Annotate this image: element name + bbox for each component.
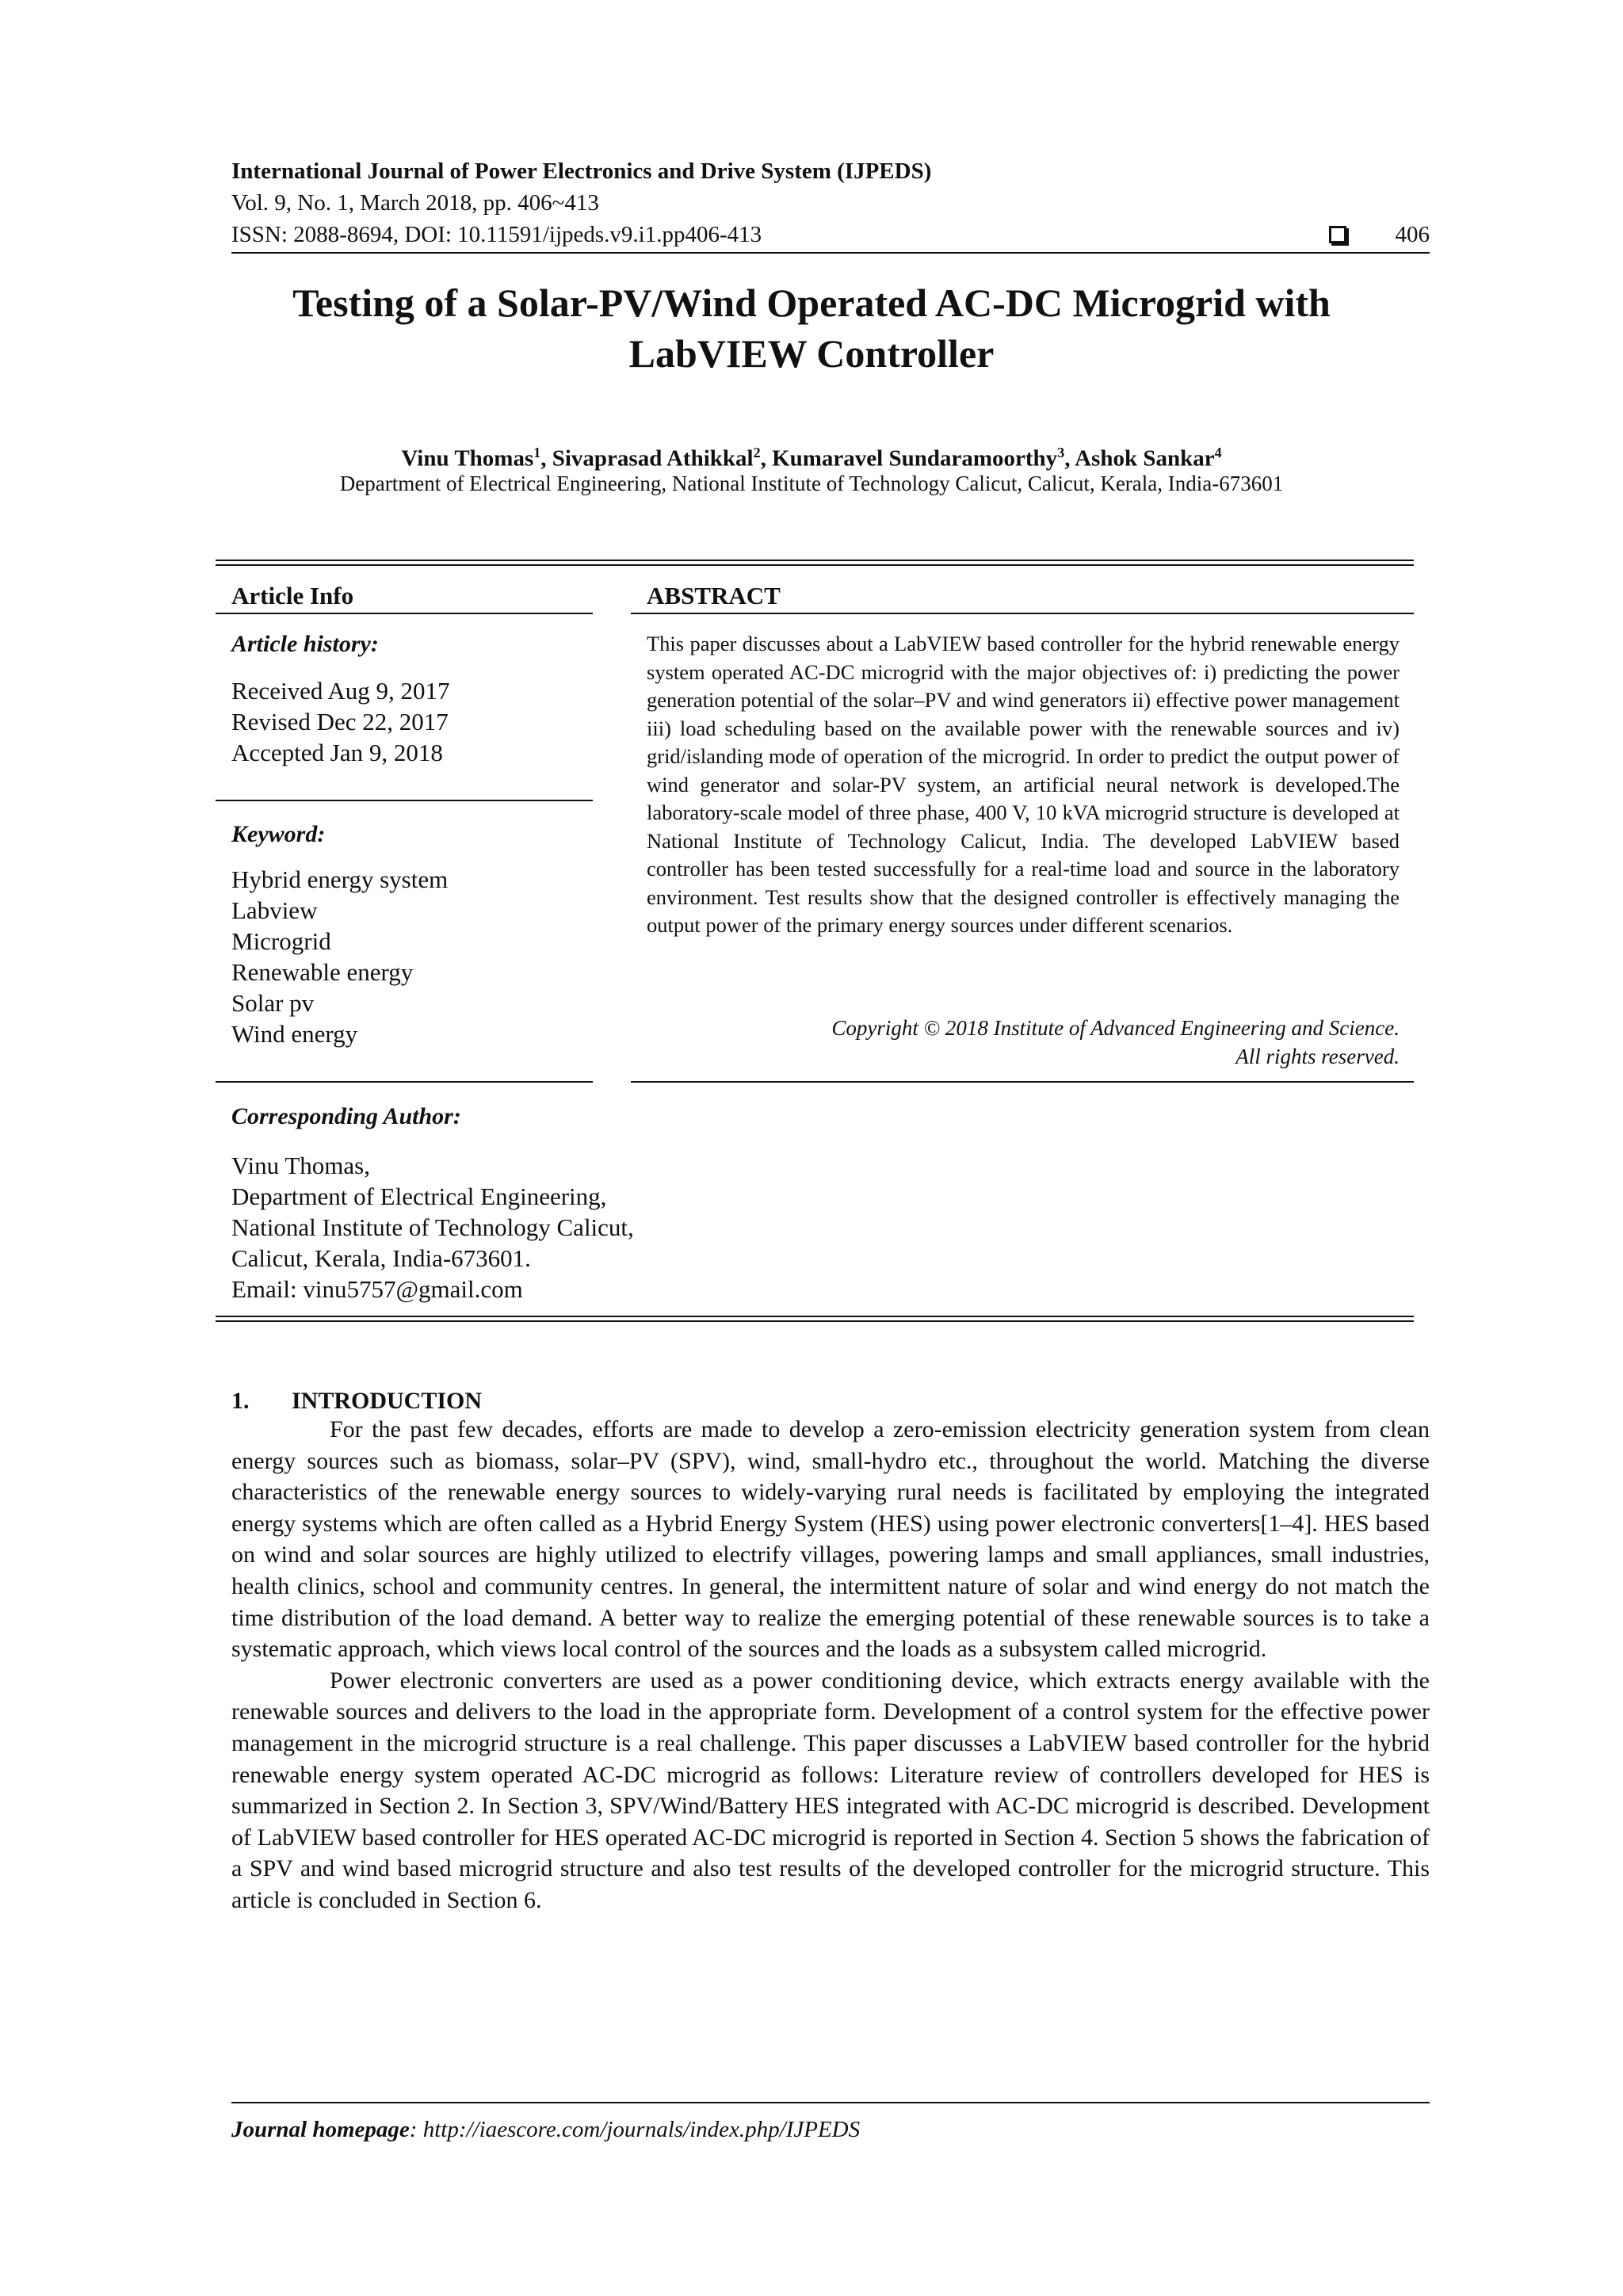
section-number: 1. (231, 1388, 250, 1414)
page-number: 406 (1395, 222, 1430, 247)
journal-name: International Journal of Power Electronics and Drive System (IJPEDS) (231, 159, 932, 184)
author-email: Email: vinu5757@gmail.com (231, 1275, 523, 1303)
keyword-heading: Keyword: (231, 821, 326, 847)
author-affil-mark: 2 (753, 445, 761, 460)
history-rule (216, 800, 593, 801)
author-name: Ashok Sankar (1075, 445, 1215, 472)
volume-line: Vol. 9, No. 1, March 2018, pp. 406~413 (231, 190, 599, 216)
author-name: Sivaprasad Athikkal (552, 445, 754, 472)
received-date: Received Aug 9, 2017 (231, 677, 450, 705)
keyword-rule (216, 1081, 593, 1083)
author-line: Vinu Thomas, (231, 1152, 370, 1179)
introduction-body (231, 1414, 1430, 1916)
affiliation: Department of Electrical Engineering, National Institute of Technology Calicut, Calicut, Kerala, India-673601 (339, 472, 1284, 495)
author-separator: , (540, 445, 552, 472)
info-box-bottom-rule (216, 1316, 1414, 1322)
footer-rule (231, 2102, 1430, 2103)
keyword: Renewable energy (231, 958, 414, 986)
title-line-2: LabVIEW Controller (628, 331, 995, 376)
author-line: National Institute of Technology Calicut, (231, 1213, 634, 1241)
homepage-link[interactable]: http://iaescore.com/journals/index.php/IJPEDS (422, 2117, 861, 2142)
author-affil-mark: 4 (1214, 445, 1222, 460)
abstract-bottom-rule (631, 1081, 1414, 1083)
keyword: Microgrid (231, 927, 331, 955)
author-affil-mark: 1 (533, 445, 541, 460)
keyword: Wind energy (231, 1020, 358, 1048)
abstract-heading: ABSTRACT (647, 582, 781, 609)
keyword: Hybrid energy system (231, 865, 449, 893)
issn-row (231, 219, 1430, 250)
abstract-heading-rule (631, 613, 1414, 614)
revised-date: Revised Dec 22, 2017 (231, 708, 449, 735)
author-line: Department of Electrical Engineering, (231, 1182, 607, 1210)
article-info-heading: Article Info (231, 582, 354, 609)
author-separator: , (760, 445, 773, 472)
title-line-1: Testing of a Solar-PV/Wind Operated AC-DC Microgrid with (292, 281, 1331, 325)
author-name: Kumaravel Sundaramoorthy (772, 445, 1058, 472)
keyword-list (231, 864, 448, 1049)
accepted-date: Accepted Jan 9, 2018 (231, 739, 443, 766)
corresponding-author-heading: Corresponding Author: (231, 1103, 461, 1129)
article-history (231, 675, 450, 768)
paragraph: For the past few decades, efforts are made to develop a zero-emission electricity generation system from clean energy sources such as biomass, solar–PV (SPV), wind, small-hydro etc., throughout the world. Matching the diverse characteristics of the renewable energy sources to widely-varying rural needs is facilitated by employing the integrated energy systems which are often called as a Hybrid Energy System (HES) using power electronic converters[1–4]. HES based on wind and solar sources are highly utilized to electrify villages, powering lamps and small appliances, small industries, health clinics, school and community centres. In general, the intermittent nature of solar and wind energy do not match the time distribution of the load demand. A better way to realize the emerging potential of these renewable sources is to take a systematic approach, which views local control of the sources and the loads as a subsystem called microgrid. (231, 1416, 1430, 1663)
author-line: Calicut, Kerala, India-673601. (231, 1244, 531, 1272)
journal-homepage: Journal homepage: http://iaescore.com/journals/index.php/IJPEDS (231, 2117, 861, 2142)
section-title: INTRODUCTION (292, 1388, 483, 1414)
copyright-notice (831, 1014, 1400, 1071)
journal-header (231, 155, 1430, 250)
author-separator: , (1064, 445, 1075, 472)
article-info-rule (216, 613, 593, 614)
article-history-heading: Article history: (231, 631, 379, 657)
copyright-line: Copyright © 2018 Institute of Advanced Engineering and Science. (831, 1016, 1400, 1040)
keyword: Labview (231, 896, 318, 924)
section-heading (231, 1385, 482, 1417)
abstract-text: This paper discusses about a LabVIEW based controller for the hybrid renewable energy system operated AC-DC microgrid with the major objectives of: i) predicting the power generation potential of the solar–PV and wind generators ii) effective power management iii) load scheduling based on the available power with the renewable sources and iv) grid/islanding mode of operation of the microgrid. In order to predict the output power of wind generator and solar-PV system, an artificial neural network is developed.The laboratory-scale model of three phase, 400 V, 10 kVA microgrid structure is developed at National Institute of Technology Calicut, India. The developed LabVIEW based controller has been tested successfully for a real-time load and source in the laboratory environment. Test results show that the designed controller is effectively managing the output power of the primary energy sources under different scenarios. (647, 632, 1400, 937)
header-rule (231, 252, 1430, 254)
info-box-top-rule (216, 560, 1414, 566)
keyword: Solar pv (231, 989, 315, 1017)
footer-label: Journal homepage (231, 2117, 410, 2142)
page-number-group (1329, 219, 1430, 250)
issn-doi: ISSN: 2088-8694, DOI: 10.11591/ijpeds.v9.i1.pp406-413 (231, 222, 762, 247)
author-name: Vinu Thomas (401, 445, 534, 472)
paper-title (158, 277, 1465, 379)
rights-line: All rights reserved. (1235, 1045, 1400, 1068)
author-affil-mark: 3 (1057, 445, 1065, 460)
paragraph: Power electronic converters are used as a power conditioning device, which extracts energy available with the renewable sources and delivers to the load in the appropriate form. Development of a control system for the effective power management in the microgrid structure is a real challenge. This paper discusses a LabVIEW based controller for the hybrid renewable energy system operated AC-DC microgrid as follows: Literature review of controllers developed for HES is summarized in Section 2. In Section 3, SPV/Wind/Battery HES integrated with AC-DC microgrid is described. Development of LabVIEW based controller for HES operated AC-DC microgrid is reported in Section 4. Section 5 shows the fabrication of a SPV and wind based microgrid structure and also test results of the developed controller for the microgrid structure. This article is concluded in Section 6. (231, 1667, 1430, 1913)
box-bullet-icon (1329, 226, 1346, 243)
author-list (158, 438, 1465, 473)
corresponding-author-details (231, 1150, 634, 1305)
